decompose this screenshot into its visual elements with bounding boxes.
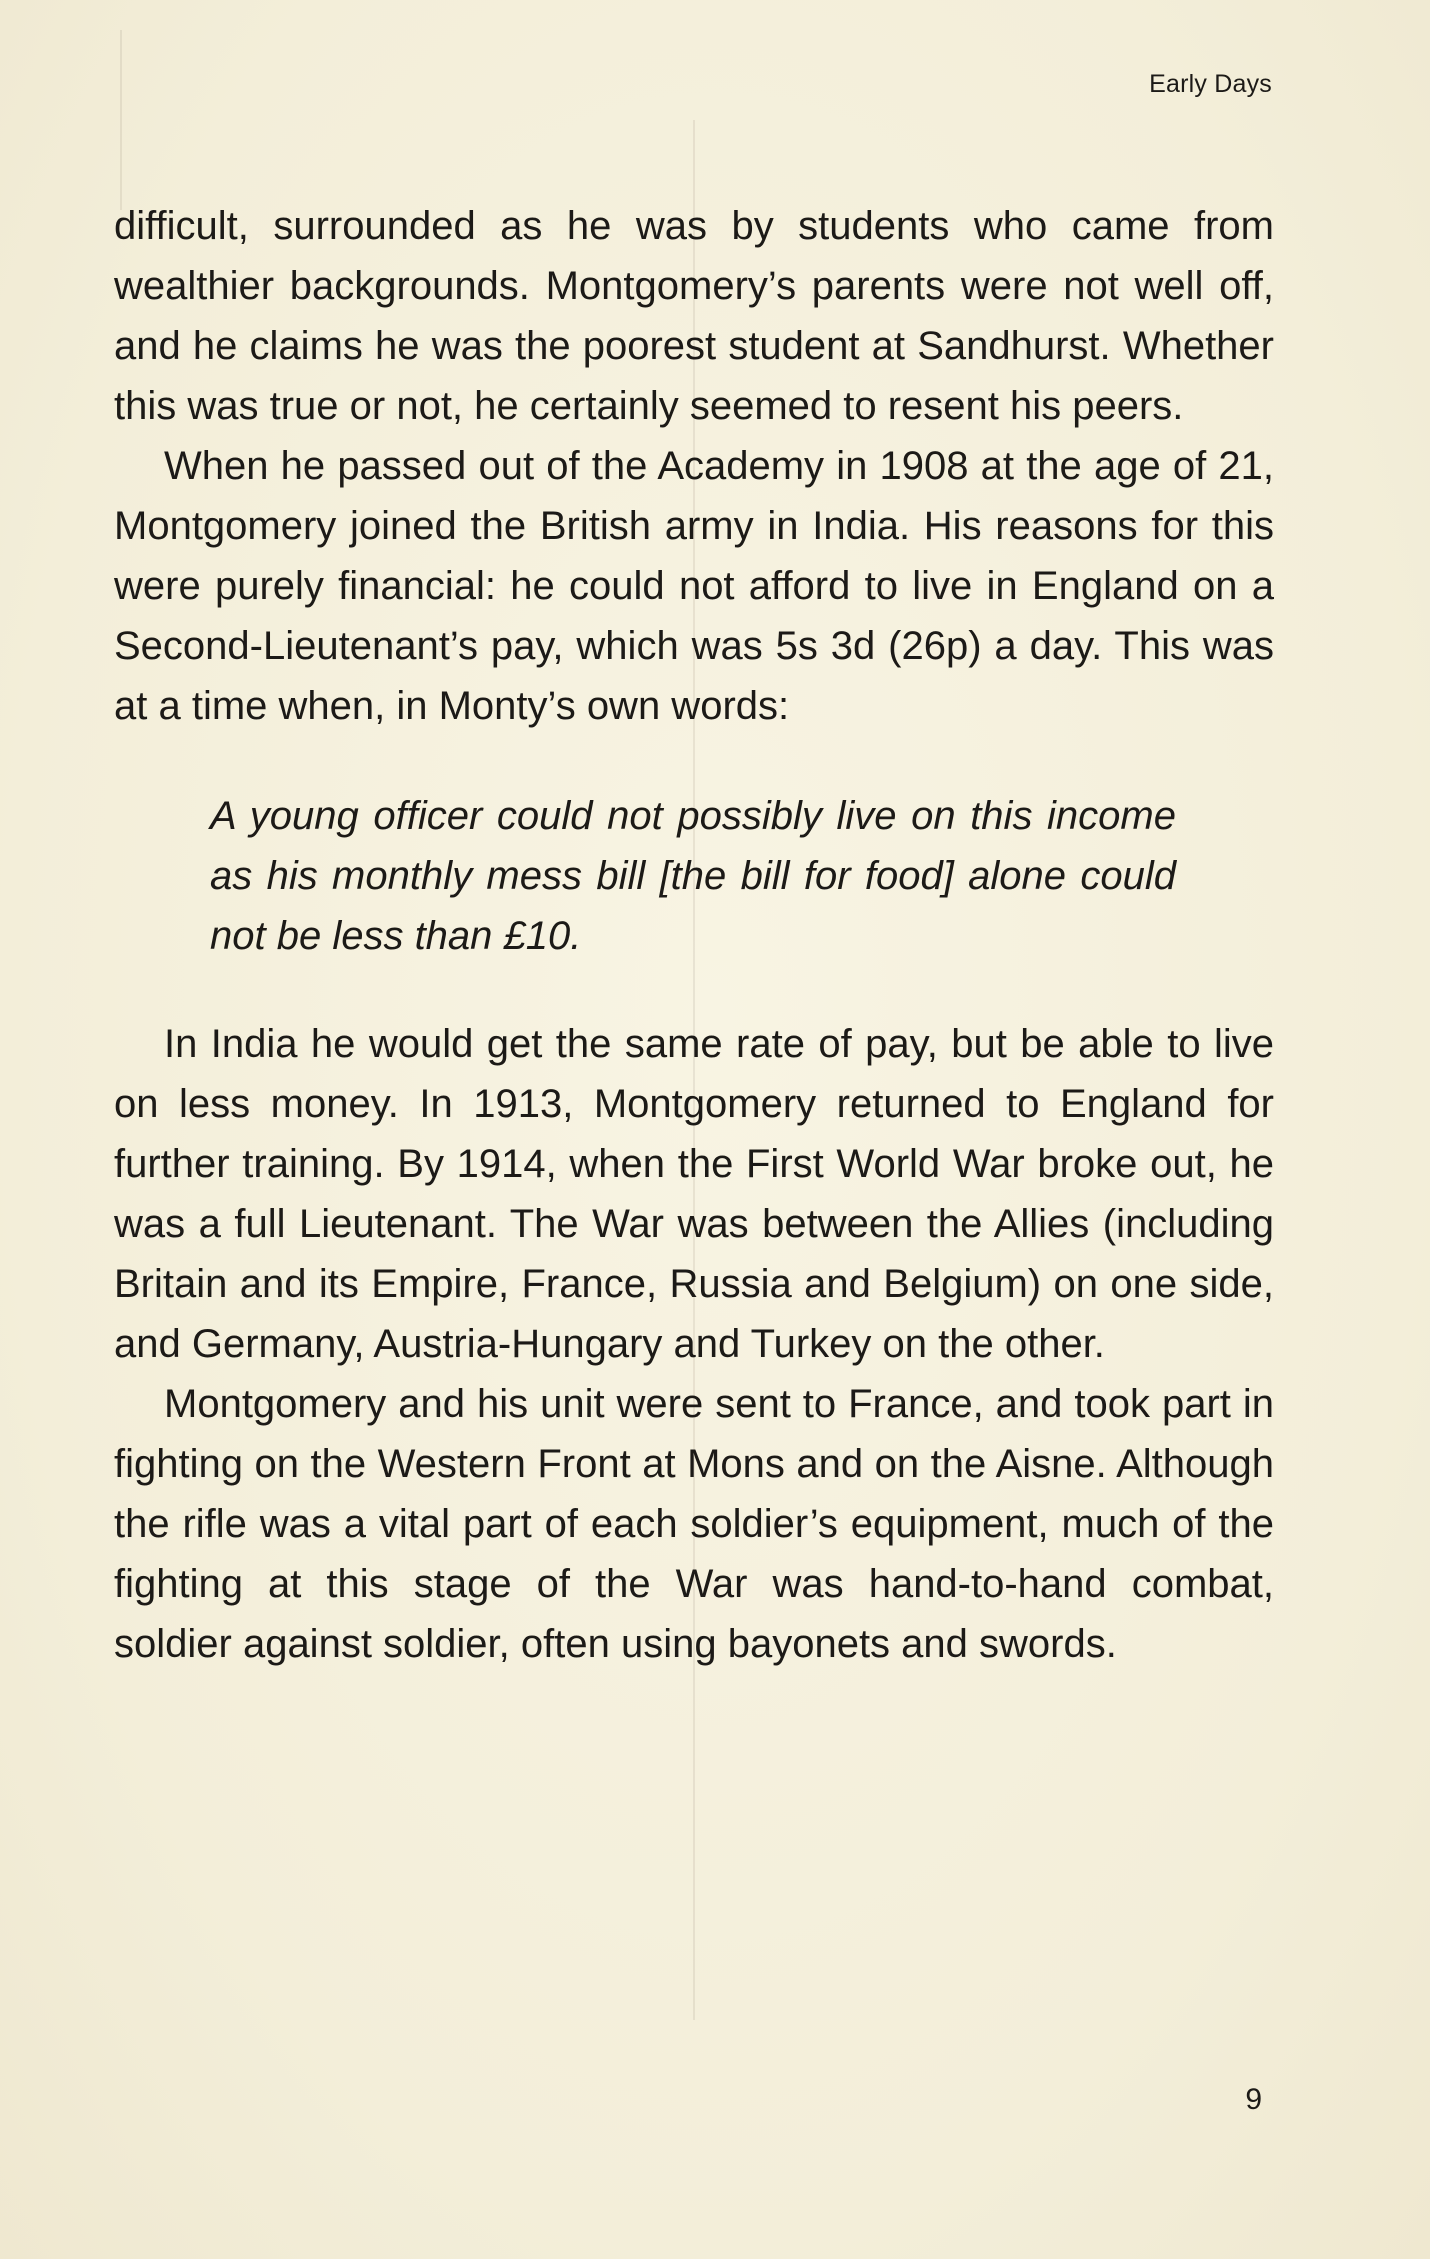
running-header: Early Days bbox=[1149, 70, 1272, 98]
quote-text: A young officer could not possibly live on this income as his monthly mess bill [the bill for food] alone could not be less than £10. bbox=[210, 794, 1176, 958]
block-quote bbox=[210, 786, 1176, 966]
paragraph-3: In India he would get the same rate of pay, but be able to live on less money. In 1913, Montgomery returned to England for further training. By 1914, when the First World War broke out, he was a full Lieutenant. The War was between the Allies (including Britain and its Empire, France, Russia and Belgium) on one side, and Germany, Austria-Hungary and Turkey on the other. bbox=[114, 1022, 1274, 1366]
page-crease bbox=[120, 30, 122, 210]
paragraph-1: difficult, surrounded as he was by students who came from wealthier backgrounds. Montgomery’s parents were not well off, and he claims he was the poorest student at Sandhurst. Whether this was true or not, he certainly seemed to resent his peers. bbox=[114, 204, 1274, 428]
body-text bbox=[114, 196, 1274, 1674]
paragraph-4: Montgomery and his unit were sent to France, and took part in fighting on the Western Front at Mons and on the Aisne. Although the rifle was a vital part of each soldier’s equipment, much of the fighting at this stage of the War was hand-to-hand combat, soldier against soldier, often using bayonets and swords. bbox=[114, 1382, 1274, 1666]
paragraph-2: When he passed out of the Academy in 1908 at the age of 21, Montgomery joined the British army in India. His reasons for this were purely financial: he could not afford to live in England on a Second-Lieutenant’s pay, which was 5s 3d (26p) a day. This was at a time when, in Monty’s own words: bbox=[114, 444, 1274, 728]
page-number: 9 bbox=[1245, 2083, 1262, 2116]
